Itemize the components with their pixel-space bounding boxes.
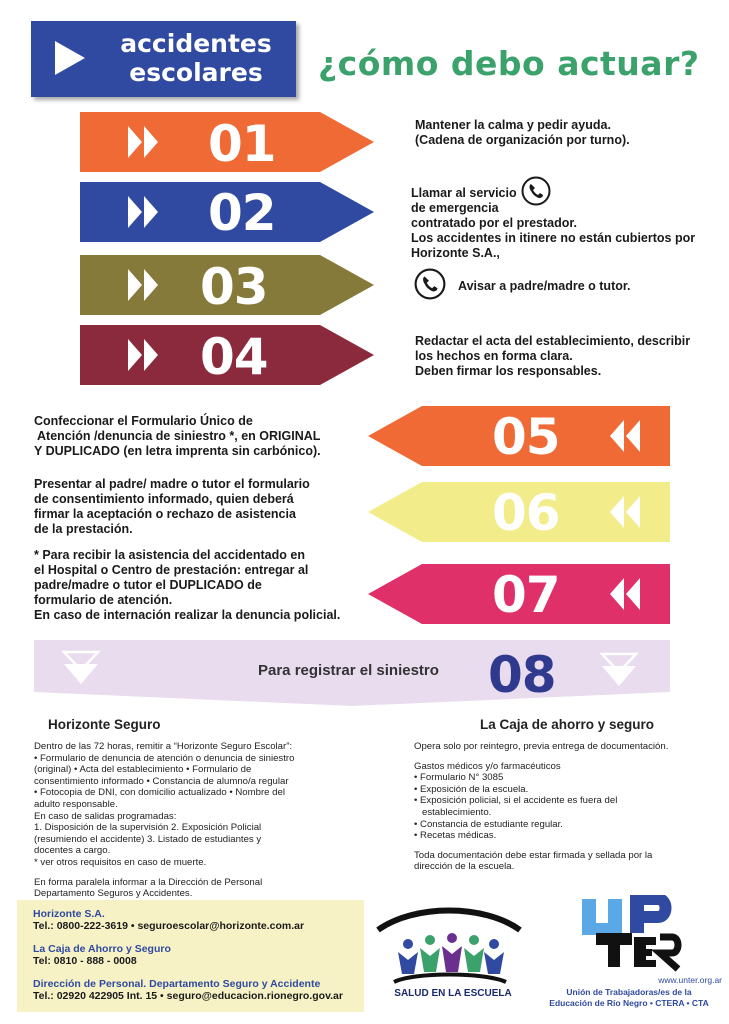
- step-04-text: Redactar el acta del establecimiento, describir los hechos en forma clara. Deben firmar los responsables.: [415, 334, 691, 378]
- horizonte-title: Horizonte Seguro: [48, 717, 161, 732]
- unter-logo: [576, 895, 684, 973]
- contact-horizonte: Horizonte S.A. Tel.: 0800-222-3619 • seguroescolar@horizonte.com.ar: [33, 908, 305, 932]
- step-01-text: Mantener la calma y pedir ayuda. (Cadena de organización por turno).: [415, 118, 630, 147]
- header-badge-line2: escolares: [129, 58, 263, 87]
- salud-logo-text: SALUD EN LA ESCUELA: [394, 988, 512, 999]
- step-08-label: Para registrar el siniestro: [258, 662, 439, 679]
- play-triangle-icon: [55, 41, 85, 75]
- caja-body: Opera solo por reintegro, previa entrega de documentación. Gastos médicos y/o farmacéuticos • Formulario N° 3085 • Exposición de la escuela. • Exposición policial, si el accidente es fuera del establecimiento. • Constancia de estudiante regular. • Recetas médicas. Toda documentación debe estar firmada y sellada por la dirección de la escuela.: [414, 741, 669, 873]
- unter-url: www.unter.org.ar: [658, 975, 722, 985]
- step-06-text: Presentar al padre/ madre o tutor el formulario de consentimiento informado, quien deberá firmar la aceptación o rechazo de asistencia de la prestación.: [34, 477, 310, 536]
- step-01-number: 01: [208, 115, 276, 173]
- horizonte-body: Dentro de las 72 horas, remitir a “Horizonte Seguro Escolar”: • Formulario de denuncia de atención o denuncia de siniestro (original) • Acta del establecimiento • Formulario de consentimiento informado • Constancia de alumno/a regular • Fotocopia de DNI, con domicilio actualizado • Nombre del adulto responsable. En caso de salidas programadas: 1. Disposición de la supervisión 2. Exposición Policial (resumiendo el accidente) 3. Listado de estudiantes y docentes a cargo. * ver otros requisitos en caso de muerte. En forma paralela informar a la Dirección de Personal Departamento Seguros y Accidentes.: [34, 741, 295, 900]
- step-03-number: 03: [200, 258, 268, 316]
- step-07-number: 07: [492, 566, 560, 624]
- step-06-number: 06: [492, 484, 560, 542]
- step-08-number: 08: [488, 646, 556, 704]
- step-02-number: 02: [208, 184, 276, 242]
- unter-caption: Unión de Trabajadoras/es de la Educación de Río Negro • CTERA • CTA: [549, 987, 709, 1008]
- header-badge-line1: accidentes: [120, 29, 272, 58]
- phone-icon: [414, 268, 446, 300]
- salud-escuela-logo: [374, 902, 524, 998]
- header-badge-text: [101, 29, 291, 87]
- contact-direccion: Dirección de Personal. Departamento Seguro y Accidente Tel.: 02920 422905 Int. 15 • seguro@educacion.rionegro.gov.ar: [33, 978, 343, 1002]
- header-badge: [31, 21, 296, 97]
- step-05-number: 05: [492, 408, 560, 466]
- step-07-text: * Para recibir la asistencia del accidentado en el Hospital o Centro de prestación: entregar al padre/madre o tutor el DUPLICADO de formulario de atención. En caso de internación realizar la denuncia policial.: [34, 548, 341, 622]
- page-title: ¿cómo debo actuar?: [318, 44, 700, 83]
- step-02-text: Llamar al servicio de emergencia contratado por el prestador. Los accidentes in itinere no están cubiertos por Horizonte S.A.,: [411, 186, 696, 260]
- contact-caja: La Caja de Ahorro y Seguro Tel: 0810 - 888 - 0008: [33, 943, 171, 967]
- contact-box: [17, 900, 364, 1012]
- step-04-number: 04: [200, 328, 268, 386]
- caja-title: La Caja de ahorro y seguro: [480, 717, 655, 732]
- step-03-text: Avisar a padre/madre o tutor.: [458, 279, 631, 293]
- step-05-text: Confeccionar el Formulario Único de Atención /denuncia de siniestro *, en ORIGINAL Y DUPLICADO (en letra imprenta sin carbónico).: [34, 414, 321, 458]
